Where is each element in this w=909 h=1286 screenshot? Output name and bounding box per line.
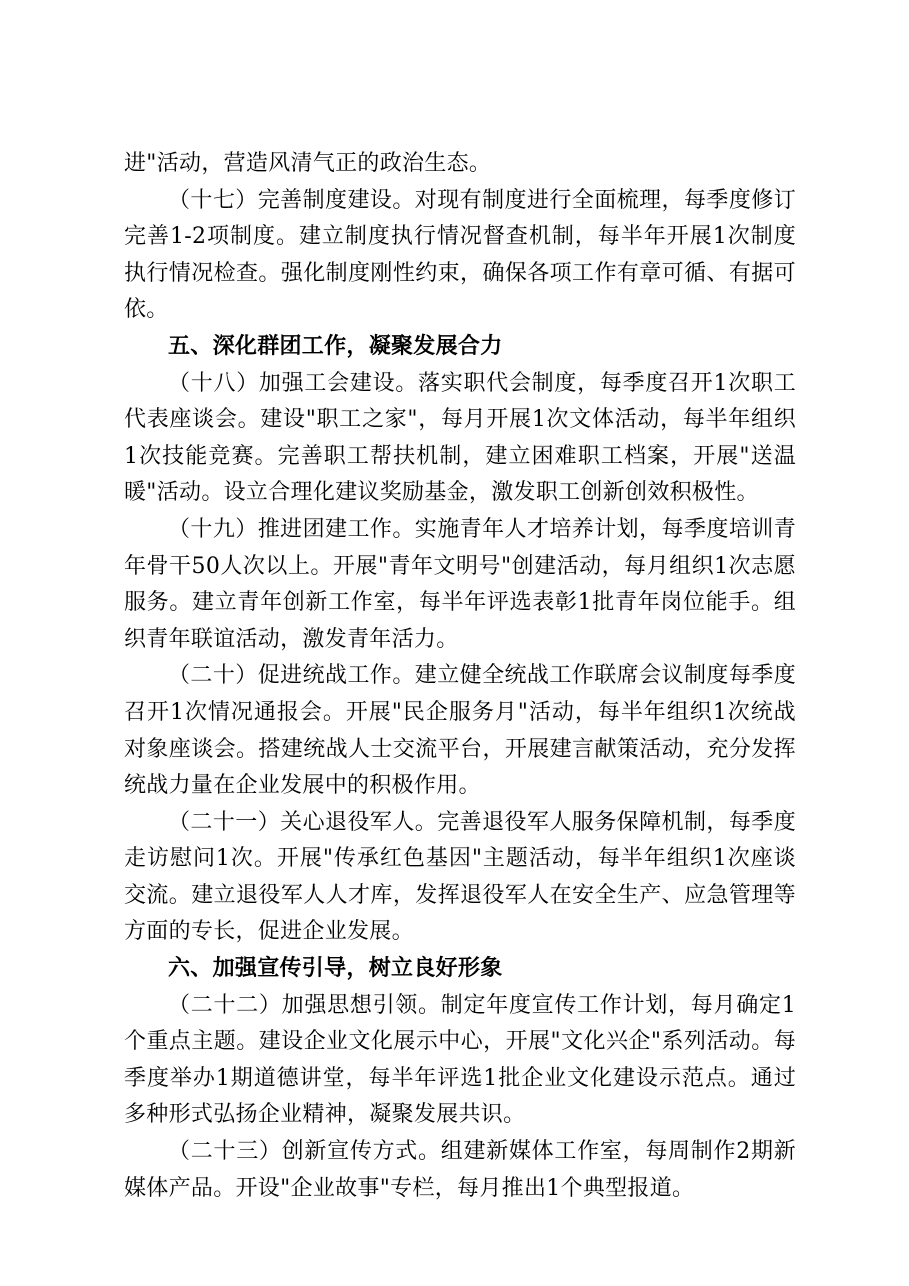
- section-heading-5: 五、深化群团工作，凝聚发展合力: [168, 333, 503, 359]
- paragraph-21-veterans: （二十一）关心退役军人。完善退役军人服务保障机制，每季度走访慰问1次。开展"传承红色基因"主题活动，每半年组织1次座谈交流。建立退役军人人才库，发挥退役军人在安全生产、应急管理等方面的专长，促进企业发展。: [124, 809, 796, 945]
- paragraph-19-youth-league: （十九）推进团建工作。实施青年人才培养计划，每季度培训青年骨干50人次以上。开展"青年文明号"创建活动，每月组织1次志愿服务。建立青年创新工作室，每半年评选表彰1批青年岗位能手。组织青年联谊活动，激发青年活力。: [124, 516, 796, 652]
- paragraph-20-united-front: （二十）促进统战工作。建立健全统战工作联席会议制度每季度召开1次情况通报会。开展"民企服务月"活动，每半年组织1次统战对象座谈会。搭建统战人士交流平台，开展建言献策活动，充分发挥统战力量在企业发展中的积极作用。: [124, 663, 796, 799]
- paragraph-17-system-building: （十七）完善制度建设。对现有制度进行全面梳理，每季度修订完善1-2项制度。建立制度执行情况督查机制，每半年开展1次制度执行情况检查。强化制度刚性约束，确保各项工作有章可循、有据可依。: [124, 187, 796, 323]
- section-heading-6: 六、加强宣传引导，树立良好形象: [168, 956, 503, 982]
- paragraph-23-publicity-innovation: （二十三）创新宣传方式。组建新媒体工作室，每周制作2期新媒体产品。开设"企业故事"专栏，每月推出1个典型报道。: [124, 1139, 796, 1201]
- paragraph-22-ideological-guidance: （二十二）加强思想引领。制定年度宣传工作计划，每月确定1个重点主题。建设企业文化展示中心，开展"文化兴企"系列活动。每季度举办1期道德讲堂，每半年评选1批企业文化建设示范点。通过多种形式弘扬企业精神，凝聚发展共识。: [124, 992, 796, 1128]
- paragraph-continuation: 进"活动，营造风清气正的政治生态。: [124, 151, 492, 176]
- document-body: [124, 146, 796, 1207]
- paragraph-18-union-building: （十八）加强工会建设。落实职代会制度，每季度召开1次职工代表座谈会。建设"职工之家"，每月开展1次文体活动，每半年组织1次技能竞赛。完善职工帮扶机制，建立困难职工档案，开展"送温暖"活动。设立合理化建议奖励基金，激发职工创新创效积极性。: [124, 370, 796, 506]
